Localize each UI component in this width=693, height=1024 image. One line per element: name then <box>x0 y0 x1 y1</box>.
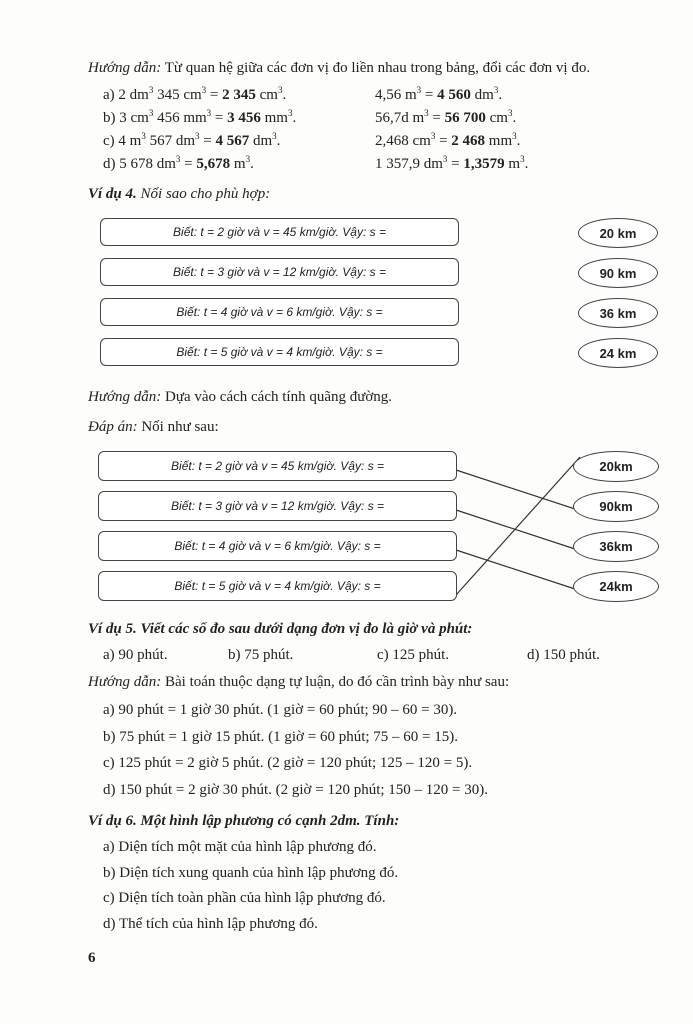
option-b: b) 75 phút. <box>228 647 294 663</box>
condition-box <box>100 338 459 366</box>
equals: = <box>428 110 445 126</box>
question-item: b) Diện tích xung quanh của hình lập phương đó. <box>103 865 399 881</box>
example-5-heading <box>88 621 472 638</box>
exponent: 3 <box>148 85 154 95</box>
match-line <box>456 550 575 589</box>
exponent: 3 <box>245 154 251 164</box>
example-text: Nối sao cho phù hợp: <box>136 186 271 202</box>
answer-line: b) 75 phút = 1 giờ 15 phút. (1 giờ = 60 phút; 75 – 60 = 15). <box>103 729 458 745</box>
distance-oval <box>578 258 658 288</box>
condition-box <box>100 258 459 286</box>
guide-label: Hướng dẫn: <box>88 389 162 405</box>
answer-line: d) 150 phút = 2 giờ 30 phút. (2 giờ = 120 phút; 150 – 120 = 30). <box>103 782 488 798</box>
condition-text: Biết: t = 3 giờ và v = 12 km/giờ. Vậy: s = <box>171 499 384 513</box>
unit: m <box>504 156 521 172</box>
guide-text: Dựa vào cách cách tính quãng đường. <box>161 389 393 405</box>
unit: dm <box>249 133 273 149</box>
equals: = <box>435 133 452 149</box>
option-d: d) 150 phút. <box>527 647 600 663</box>
expr: 456 mm <box>153 110 207 126</box>
answer-value: 4 560 <box>437 87 471 103</box>
condition-text: Biết: t = 2 giờ và v = 45 km/giờ. Vậy: s = <box>171 459 384 473</box>
example-6-heading: Ví dụ 6. Một hình lập phương có cạnh 2dm. Tính: <box>88 813 400 829</box>
answer-condition-box <box>98 491 457 521</box>
condition-text: Biết: t = 2 giờ và v = 45 km/giờ. Vậy: s = <box>173 225 386 239</box>
guide-label: Hướng dẫn: <box>88 674 162 690</box>
expr: 56,7d m <box>375 110 425 126</box>
answer-condition-box <box>98 571 457 601</box>
conversion-left: b) 3 $cm^3$ 456 $mm^3 = 3$ 456 $mm^3$. <box>103 108 297 126</box>
answer-value: 56 700 <box>444 110 486 126</box>
distance-text: 36km <box>599 539 633 554</box>
distance-oval <box>578 298 658 328</box>
distance-text: 36 km <box>599 305 637 321</box>
example-title: Ví dụ 5. <box>88 621 137 637</box>
conversion-right: 1 357,9 $dm^3 = 1,3579$ $m^3$. <box>375 154 529 172</box>
exponent: 3 <box>507 108 513 118</box>
answer-value: 3 456 <box>227 110 261 126</box>
equals: = <box>211 110 228 126</box>
question-item: d) Thể tích của hình lập phương đó. <box>103 916 318 932</box>
exponent: 3 <box>442 154 448 164</box>
option-c: c) 125 phút. <box>377 647 450 663</box>
conversion-left: c) 4 $m^3$ 567 $dm^3 = 4$ 567 $dm^3$. <box>103 131 281 149</box>
equals: = <box>180 156 197 172</box>
answer-line: c) 125 phút = 2 giờ 5 phút. (2 giờ = 120 phút; 125 – 120 = 5). <box>103 755 473 771</box>
guide-label: Hướng dẫn: <box>88 60 162 76</box>
condition-text: Biết: t = 5 giờ và v = 4 km/giờ. Vậy: s = <box>176 345 383 359</box>
exponent: 3 <box>493 85 499 95</box>
distance-text: 90km <box>599 499 633 514</box>
expr: c) 4 m <box>103 133 142 149</box>
example-text: Viết các số đo sau dưới dạng đơn vị đo là giờ và phút: <box>136 621 473 637</box>
expr: d) 5 678 dm <box>103 156 176 172</box>
exponent: 3 <box>175 154 181 164</box>
option-a: a) 90 phút. <box>103 647 168 663</box>
answer-value: 5,678 <box>196 156 231 172</box>
expr: 1 357,9 dm <box>375 156 443 172</box>
answer-distance-oval <box>573 531 659 562</box>
answer-distance-oval <box>573 491 659 522</box>
answer-distance-oval <box>573 451 659 482</box>
equals: = <box>447 156 464 172</box>
distance-text: 90 km <box>599 265 637 281</box>
unit: mm <box>485 133 513 149</box>
equals: = <box>199 133 216 149</box>
match-line <box>456 457 580 595</box>
condition-text: Biết: t = 4 giờ và v = 6 km/giờ. Vậy: s = <box>176 305 383 319</box>
unit: m <box>230 156 246 172</box>
answer-label: Đáp án: <box>88 419 138 435</box>
condition-text: Biết: t = 5 giờ và v = 4 km/giờ. Vậy: s = <box>174 579 381 593</box>
exponent: 3 <box>512 131 517 141</box>
answer-text: Nối như sau: <box>137 419 219 435</box>
exponent: 3 <box>430 131 436 141</box>
exponent: 3 <box>272 131 277 141</box>
equals: = <box>206 87 223 103</box>
answer-condition-box <box>98 531 457 561</box>
exponent: 3 <box>206 108 212 118</box>
condition-text: Biết: t = 3 giờ và v = 12 km/giờ. Vậy: s = <box>173 265 386 279</box>
conversion-right: 2,468 $cm^3 = 2$ 468 $mm^3$. <box>375 131 521 149</box>
distance-text: 20 km <box>599 225 637 241</box>
guide-text: Từ quan hệ giữa các đơn vị đo liền nhau trong bảng, đổi các đơn vị đo. <box>161 60 591 76</box>
distance-text: 24km <box>599 579 633 594</box>
exponent: 3 <box>287 108 293 118</box>
unit: dm <box>470 87 494 103</box>
expr: 345 cm <box>153 87 202 103</box>
exponent: 3 <box>424 108 429 118</box>
conversion-right: 56,7d $m^3 = 56$ 700 $cm^3$. <box>375 108 517 126</box>
guide-text: Bài toán thuộc dạng tự luận, do đó cần trình bày như sau: <box>161 674 510 690</box>
example-title: Ví dụ 4. <box>88 186 137 202</box>
expr: 2,468 cm <box>375 133 431 149</box>
unit: cm <box>255 87 278 103</box>
answer-line: a) 90 phút = 1 giờ 30 phút. (1 giờ = 60 phút; 90 – 60 = 30). <box>103 702 458 718</box>
exponent: 3 <box>141 131 146 141</box>
condition-box <box>100 218 459 246</box>
answer-value: 2 468 <box>451 133 486 149</box>
exponent: 3 <box>195 131 200 141</box>
example-5-guide <box>88 674 509 691</box>
unit: mm <box>260 110 288 126</box>
question-item: a) Diện tích một mặt của hình lập phương đó. <box>103 839 377 855</box>
expr: 567 dm <box>145 133 195 149</box>
answer-value: 2 345 <box>222 87 256 103</box>
condition-box <box>100 298 459 326</box>
unit: cm <box>485 110 508 126</box>
conversion-left: a) 2 $dm^3$ 345 $cm^3 = 2$ 345 $cm^3$. <box>103 85 287 103</box>
equals: = <box>421 87 438 103</box>
expr: a) 2 dm <box>103 87 149 103</box>
condition-text: Biết: t = 4 giờ và v = 6 km/giờ. Vậy: s = <box>174 539 381 553</box>
exponent: 3 <box>277 85 283 95</box>
question-item: c) Diện tích toàn phần của hình lập phương đó. <box>103 890 386 906</box>
exponent: 3 <box>416 85 422 95</box>
exponent: 3 <box>520 154 525 164</box>
conversion-left: d) 5 678 $dm^3 = 5,678$ $m^3$. <box>103 154 254 172</box>
distance-oval <box>578 338 658 368</box>
distance-text: 20km <box>599 459 633 474</box>
expr: b) 3 cm <box>103 110 149 126</box>
exponent: 3 <box>201 85 207 95</box>
answer-distance-oval <box>573 571 659 602</box>
distance-text: 24 km <box>599 345 637 361</box>
answer-value: 4 567 <box>215 133 250 149</box>
expr: 4,56 m <box>375 87 417 103</box>
exponent: 3 <box>148 108 154 118</box>
match-line <box>456 470 575 509</box>
page-number: 6 <box>88 950 96 966</box>
answer-condition-box <box>98 451 457 481</box>
answer-value: 1,3579 <box>463 156 505 172</box>
distance-oval <box>578 218 658 248</box>
conversion-right: 4,56 $m^3 = 4$ 560 $dm^3$. <box>375 85 503 103</box>
